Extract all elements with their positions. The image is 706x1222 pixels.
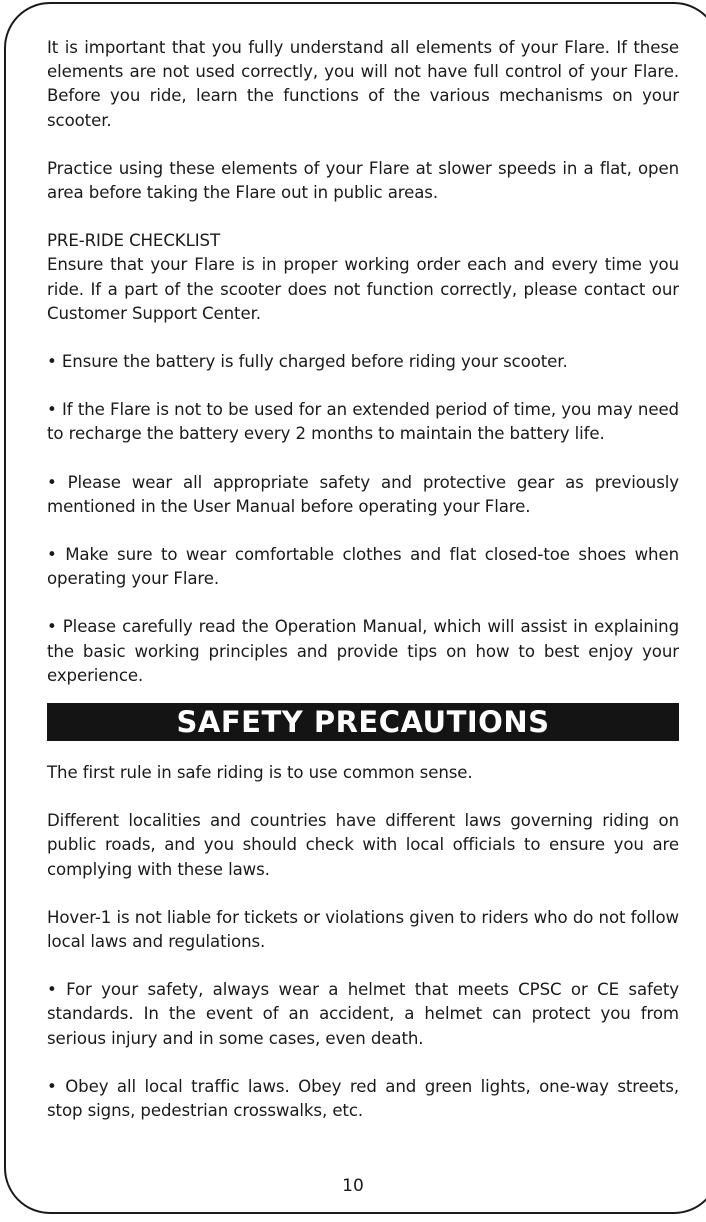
safety-paragraph-traffic: • Obey all local traffic laws. Obey red and green lights, one-way streets, stop signs, pedestrian crosswalks, etc. xyxy=(47,1076,679,1121)
checklist-item-clothing: • Make sure to wear comfortable clothes and flat closed-toe shoes when operating your Flare. xyxy=(47,545,679,589)
safety-precautions-title: SAFETY PRECAUTIONS xyxy=(176,705,550,740)
safety-precautions-banner xyxy=(47,703,679,741)
manual-page-content xyxy=(47,36,679,1123)
checklist-item-battery: • Ensure the battery is fully charged before riding your scooter. xyxy=(47,352,568,372)
safety-paragraph-common-sense: The first rule in safe riding is to use common sense. xyxy=(47,763,473,783)
intro-paragraph-controls: It is important that you fully understand all elements of your Flare. If these elements are not used correctly, you will not have full control of your Flare. Before you ride, learn the functions of the various mechanisms on your scooter. xyxy=(47,38,679,130)
page-number: 10 xyxy=(342,1176,364,1196)
checklist-item-manual: • Please carefully read the Operation Manual, which will assist in explaining the basic working principles and provide tips on how to best enjoy your experience. xyxy=(47,617,679,685)
safety-paragraph-liability: Hover-1 is not liable for tickets or violations given to riders who do not follow local laws and regulations. xyxy=(47,907,679,952)
safety-paragraph-local-laws: Different localities and countries have different laws governing riding on public roads, and you should check with local officials to ensure you are complying with these laws. xyxy=(47,811,679,879)
intro-paragraph-practice: Practice using these elements of your Flare at slower speeds in a flat, open area before taking the Flare out in public areas. xyxy=(47,158,679,203)
checklist-item-gear: • Please wear all appropriate safety and protective gear as previously mentioned in the User Manual before operating your Flare. xyxy=(47,472,679,516)
safety-paragraph-helmet: • For your safety, always wear a helmet that meets CPSC or CE safety standards. In the event of an accident, a helmet can protect you from serious injury and in some cases, even death. xyxy=(47,980,679,1048)
checklist-heading: PRE-RIDE CHECKLIST xyxy=(47,231,220,251)
checklist-intro: Ensure that your Flare is in proper working order each and every time you ride. If a part of the scooter does not function correctly, please contact our Customer Support Center. xyxy=(47,255,679,323)
checklist-item-storage: • If the Flare is not to be used for an extended period of time, you may need to recharge the battery every 2 months to maintain the battery life. xyxy=(47,400,679,444)
